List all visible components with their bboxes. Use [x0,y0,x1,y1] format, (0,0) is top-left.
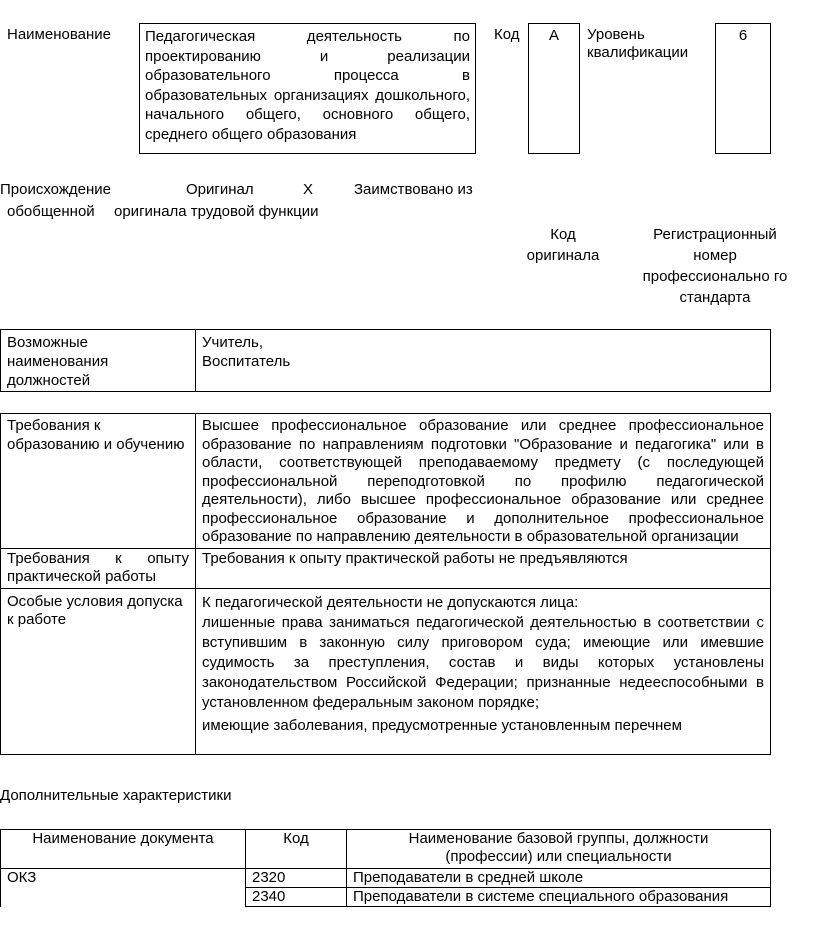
reg-number-label: Регистрационный номер профессионально го стандарта [642,226,788,306]
req-label-experience: Требования к опыту практической работы [1,548,196,588]
cell-doc [1,888,246,907]
name-value: Педагогическая деятельность по проектированию и реализации образовательного процесса в образовательных организациях дошкольного, начального общего, основного общего, среднего общего образования [145,28,470,143]
requirement-row [1,414,771,549]
req-label-education: Требования к образованию и обучению [1,414,196,549]
req-conditions-intro: К педагогической деятельности не допускаются лица: [202,593,579,611]
req-value-conditions [196,588,771,754]
origin-label-2: обобщенной [7,203,95,220]
origin-original: Оригинал [186,181,254,198]
requirement-row [1,588,771,754]
origin-borrowed-2: оригинала трудовой функции [114,203,319,220]
req-value-experience: Требования к опыту практической работы не предъявляются [196,548,771,588]
table-row [1,888,771,907]
req-conditions-last: имеющие заболевания, предусмотренные установленным перечнем [202,716,682,734]
cell-code: 2340 [246,888,347,907]
code-label: Код [494,26,520,43]
positions-label: Возможные наименования должностей [1,330,196,392]
code-original-label: Код оригинала [526,226,600,264]
cell-code: 2320 [246,869,347,888]
col-header-name: Наименование базовой группы, должности (профессии) или специальности [347,830,771,869]
level-value: 6 [738,27,748,44]
cell-name: Преподаватели в системе специального образования [347,888,771,907]
positions-value: Учитель, Воспитатель [196,330,771,392]
cell-doc: ОКЗ [1,869,246,888]
origin-label: Происхождение [0,181,111,198]
code-value-box [528,23,580,154]
name-label: Наименование [7,26,111,43]
col-header-doc: Наименование документа [1,830,246,869]
additional-title: Дополнительные характеристики [0,787,232,804]
additional-table [0,829,771,907]
col-header-code: Код [246,830,347,869]
origin-borrowed: Заимствовано из [354,181,473,198]
name-value-box [139,23,476,154]
positions-table [0,329,771,392]
level-label: Уровень квалификации [587,26,689,61]
code-value: А [548,27,559,44]
origin-mark: X [303,181,314,198]
table-header-row [1,830,771,869]
cell-name: Преподаватели в средней школе [347,869,771,888]
req-value-education: Высшее профессиональное образование или среднее профессиональное образование по направлениям подготовки "Образование и педагогика" или в области, соответствующей преподаваемому предмету (с последующей профессиональной переподготовкой по профилю педагогической деятельности), либо высшее профессиональное образование или среднее профессиональное образование и дополнительное профессиональное образование по направлению деятельности в образовательной организации [196,414,771,549]
req-conditions-body: лишенные права заниматься педагогической деятельностью в соответствии с вступившим в законную силу приговором суда; имеющие или имевшие судимость за преступления, состав и виды которых установлены законодательством Российской Федерации; признанные недееспособными в установленном федеральным законом порядке; [202,613,764,711]
level-value-box [715,23,771,154]
requirements-table [0,413,771,755]
table-row [1,869,771,888]
requirement-row [1,548,771,588]
req-label-conditions: Особые условия допуска к работе [1,588,196,754]
